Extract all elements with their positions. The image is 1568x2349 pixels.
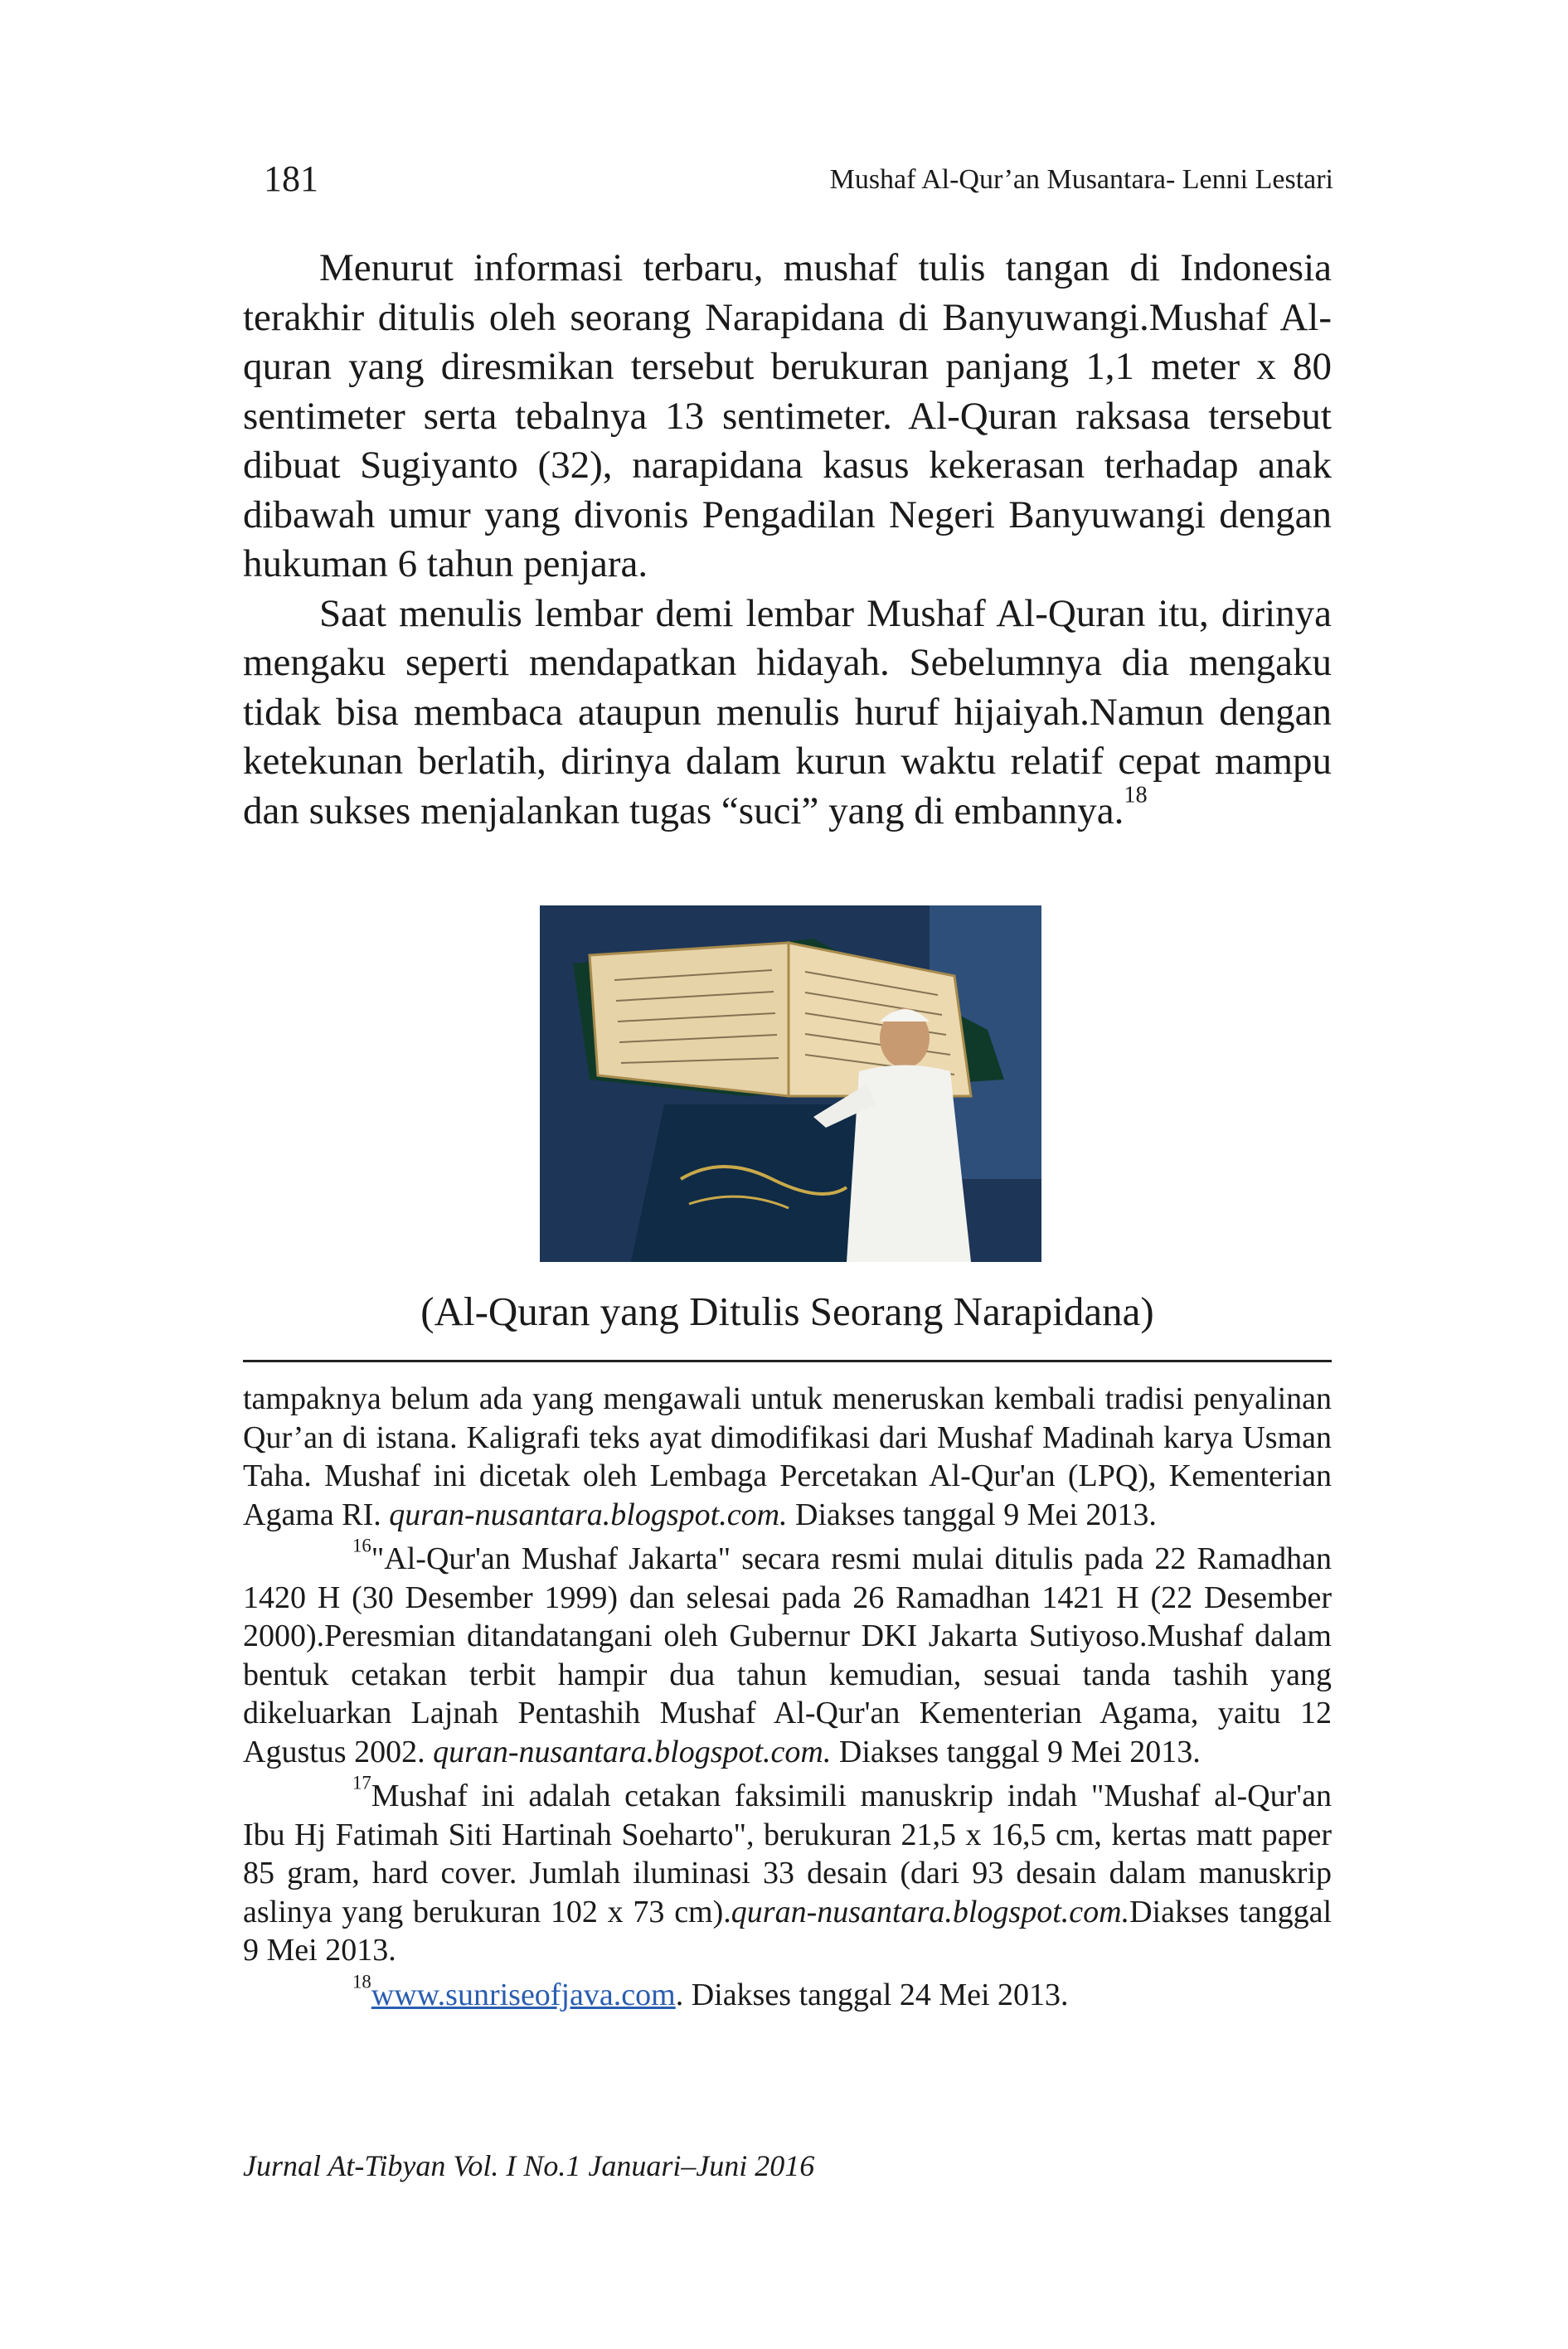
footnote-divider bbox=[243, 1360, 1332, 1362]
footnote-continuation bbox=[243, 1380, 1332, 1534]
footnote-source: quran-nusantara.blogspot.com. bbox=[433, 1734, 832, 1769]
body-paragraph bbox=[243, 590, 1332, 837]
footnote-source: quran-nusantara.blogspot.com. bbox=[731, 1894, 1130, 1929]
footnote-access-date: Diakses tanggal 9 Mei 2013. bbox=[838, 1734, 1201, 1769]
photo-illustration bbox=[540, 905, 1041, 1262]
footnote-text: "Al-Qur'an Mushaf Jakarta" secara resmi mulai ditulis pada 22 Ramadhan 1420 H (30 Desember 1999) dan selesai pada 26 Ramadhan 1421 H (22 Desember 2000).Peresmian ditandatangani oleh Gubernur DKI Jakarta Sutiyoso.Mushaf dalam bentuk cetakan terbit hampir dua tahun kemudian, sesuai tanda tashih yang dikeluarkan Lajnah Pentashih Mushaf Al-Qur'an Kementerian Agama, yaitu 12 Agustus 2002. bbox=[243, 1541, 1332, 1769]
running-title: Mushaf Al-Qur’an Musantara- Lenni Lestari bbox=[829, 164, 1333, 195]
footnote-ref[interactable]: 18 bbox=[1124, 782, 1148, 808]
main-text bbox=[243, 244, 1332, 836]
paragraph-text: Saat menulis lembar demi lembar Mushaf Al-Quran itu, dirinya mengaku seperti mendapatkan hidayah. Sebelumnya dia mengaku tidak bisa membaca ataupun menulis huruf hijaiyah.Namun dengan ketekunan berlatih, dirinya dalam kurun waktu relatif cepat mampu dan sukses menjalankan tugas “suci” yang di embannya. bbox=[243, 591, 1332, 832]
footnote-source: quran-nusantara.blogspot.com. bbox=[389, 1497, 788, 1532]
body-paragraph bbox=[243, 244, 1332, 590]
footnote-number: 16 bbox=[352, 1535, 371, 1556]
journal-footer: Jurnal At-Tibyan Vol. I No.1 Januari–Juni 2016 bbox=[243, 2149, 815, 2182]
footnote-access-date: Diakses tanggal 9 Mei 2013. bbox=[243, 1894, 1333, 1968]
footnotes bbox=[243, 1380, 1332, 2020]
left-page bbox=[590, 943, 789, 1096]
figure-caption: (Al-Quran yang Ditulis Seorang Narapidana) bbox=[420, 1289, 1154, 1334]
footnote-number: 18 bbox=[352, 1970, 371, 1992]
footnote-text: Mushaf ini adalah cetakan faksimili manuskrip indah "Mushaf al-Qur'an Ibu Hj Fatimah Siti Hartinah Soeharto", berukuran 21,5 x 16,5 cm, kertas matt paper 85 gram, hard cover. Jumlah iluminasi 33 desain (dari 93 desain dalam manuskrip aslinya yang berukuran 102 x 73 cm). bbox=[243, 1779, 1332, 1929]
footnote-18 bbox=[243, 1970, 1332, 2015]
photo-giant-quran bbox=[540, 905, 1041, 1262]
footnote-number: 17 bbox=[352, 1772, 371, 1793]
footnote-17 bbox=[243, 1772, 1333, 1970]
footnote-text: tampaknya belum ada yang mengawali untuk meneruskan kembali tradisi penyalinan Qur’an di istana. Kaligrafi teks ayat dimodifikasi dari Mushaf Madinah karya Usman Taha. Mushaf ini dicetak oleh Lembaga Percetakan Al-Qur'an (LPQ), Kementerian Agama RI. bbox=[243, 1381, 1332, 1532]
footnote-access-date: Diakses tanggal 9 Mei 2013. bbox=[795, 1497, 1157, 1532]
page-number: 181 bbox=[264, 158, 318, 199]
sunriseofjava-link[interactable]: www.sunriseofjava.com bbox=[371, 1977, 676, 2012]
footnote-16 bbox=[243, 1535, 1332, 1771]
paragraph-text: Menurut informasi terbaru, mushaf tulis tangan di Indonesia terakhir ditulis oleh seorang Narapidana di Banyuwangi.Mushaf Al-quran yang diresmikan tersebut berukuran panjang 1,1 meter x 80 sentimeter serta tebalnya 13 sentimeter. Al-Quran raksasa tersebut dibuat Sugiyanto (32), narapidana kasus kekerasan terhadap anak dibawah umur yang divonis Pengadilan Negeri Banyuwangi dengan hukuman 6 tahun penjara. bbox=[243, 246, 1332, 585]
footnote-access-date: . Diakses tanggal 24 Mei 2013. bbox=[675, 1977, 1069, 2012]
